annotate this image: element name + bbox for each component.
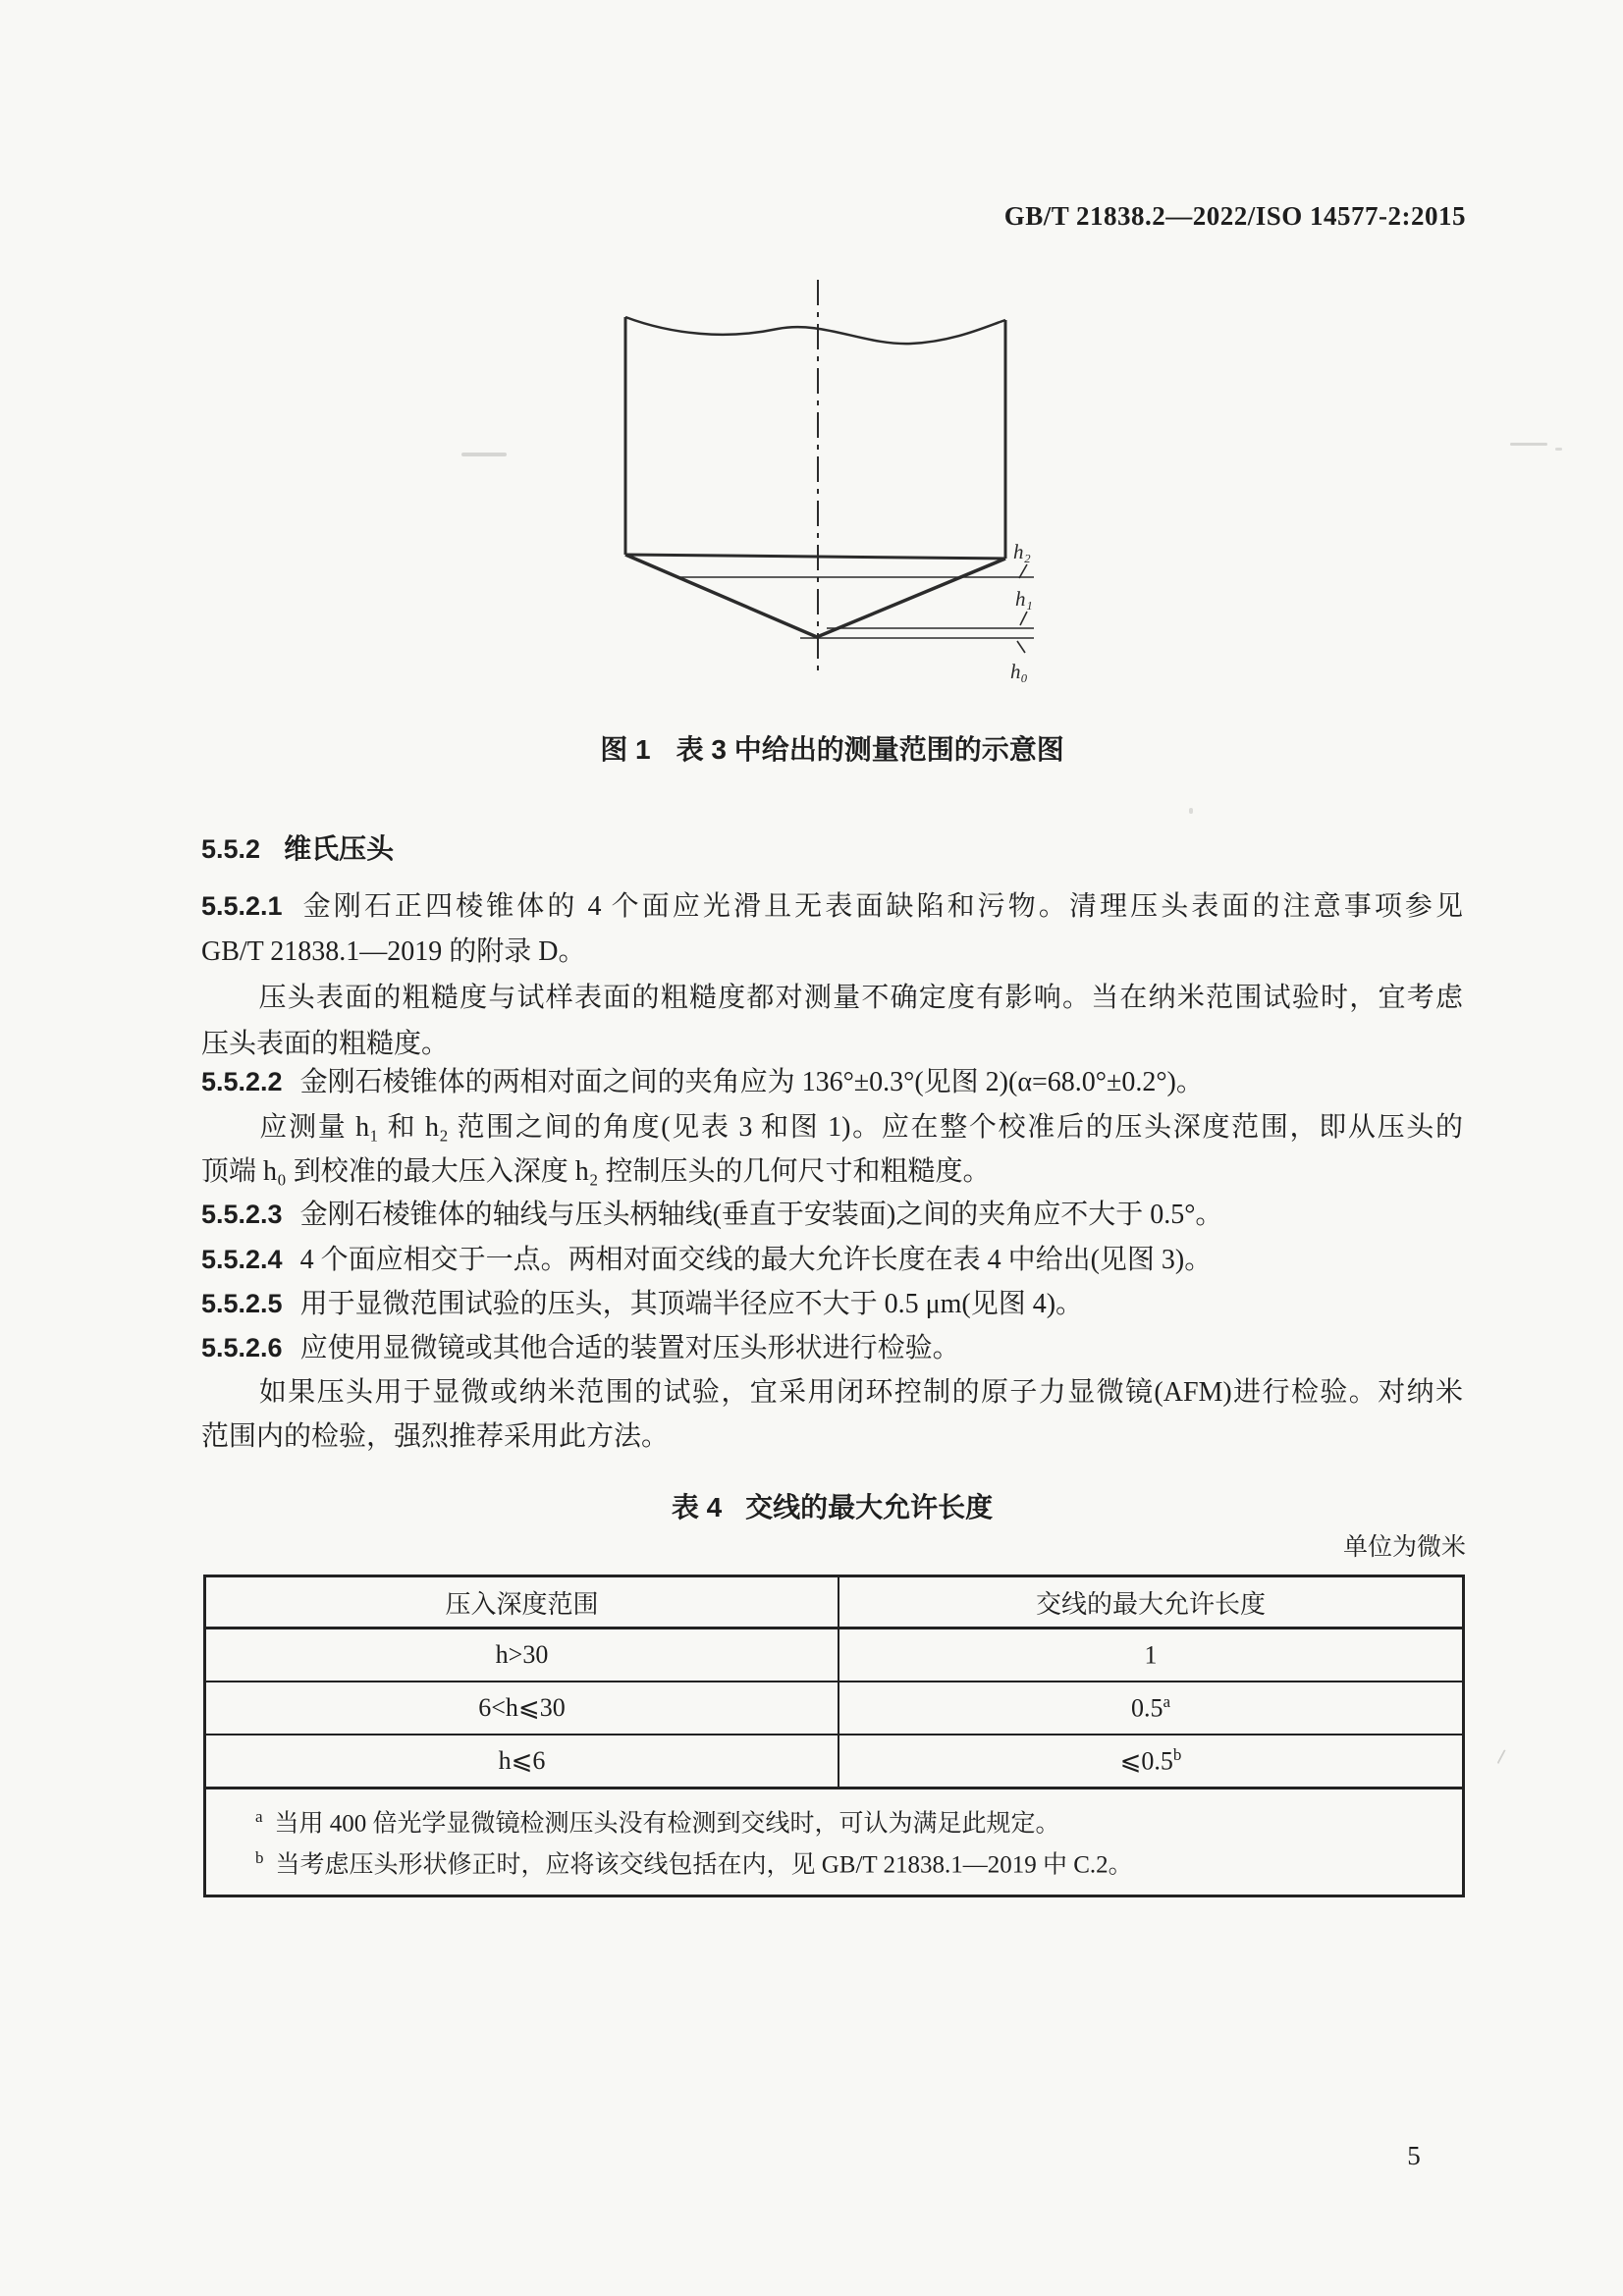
clause-text: 金刚石正四棱锥体的 4 个面应光滑且无表面缺陷和污物。清理压头表面的注意事项参见 <box>299 891 1463 922</box>
clause-text: 顶端 h₀ 到校准的最大压入深度 h₂ 控制压头的几何尺寸和粗糙度。 <box>201 1156 991 1187</box>
column-header-max-length: 交线的最大允许长度 <box>839 1576 1464 1629</box>
figure-h2-label: h₂ <box>1013 540 1031 563</box>
body-line <box>201 1104 1463 1149</box>
body-line <box>201 1325 1463 1370</box>
clause-text: 用于显微范围试验的压头，其顶端半径应不大于 0.5 μm(见图 4)。 <box>299 1289 1084 1319</box>
scan-artifact <box>1496 1749 1507 1765</box>
scan-artifact <box>1555 448 1562 451</box>
table-4 <box>203 1575 1465 1897</box>
standard-code-header: GB/T 21838.2—2022/ISO 14577-2:2015 <box>1003 201 1466 231</box>
section-heading-number: 5.5.2 <box>201 834 261 864</box>
clause-number: 5.5.2.3 <box>201 1200 283 1229</box>
clause-number: 5.5.2.2 <box>201 1067 283 1096</box>
figure-h2-tick <box>1019 564 1027 578</box>
clause-text: 范围内的检验，强烈推荐采用此方法。 <box>201 1421 670 1452</box>
footnote-b <box>255 1841 1442 1882</box>
figure-caption <box>201 730 1463 770</box>
body-line <box>201 975 1463 1020</box>
section-heading <box>201 827 1463 872</box>
figure-h1-tick <box>1020 612 1027 625</box>
clause-text: 压头表面的粗糙度。 <box>201 1029 450 1059</box>
clause-text: GB/T 21838.1—2019 的附录 D。 <box>201 936 586 967</box>
table-footnotes <box>205 1789 1464 1896</box>
cell-value: 1 <box>1144 1640 1158 1670</box>
table-row <box>205 1682 1464 1735</box>
table-title-label: 表 4 <box>671 1492 723 1522</box>
table-footnote-row <box>205 1789 1464 1896</box>
cell-value: 0.5 <box>1130 1693 1163 1723</box>
table-header-row <box>205 1576 1464 1629</box>
scan-artifact <box>1510 443 1547 446</box>
figure-h0-label: h₀ <box>1010 660 1028 683</box>
clause-number: 5.5.2.5 <box>201 1289 283 1318</box>
cell-depth-range: h>30 <box>205 1629 839 1682</box>
cell-depth-range: h⩽6 <box>205 1735 839 1789</box>
figure-caption-text: 表 3 中给出的测量范围的示意图 <box>676 734 1064 765</box>
body-line <box>201 1281 1463 1326</box>
clause-text: 4 个面应相交于一点。两相对面交线的最大允许长度在表 4 中给出(见图 3)。 <box>299 1245 1213 1275</box>
body-line <box>201 1237 1463 1282</box>
body-line <box>201 1369 1463 1415</box>
figure-wavy-top-edge <box>625 317 1005 344</box>
table-title-text: 交线的最大允许长度 <box>745 1492 994 1522</box>
figure-indenter-diagram <box>569 260 1080 697</box>
footnote-text: 当考虑压头形状修正时，应将该交线包括在内，见 GB/T 21838.1—2019 中 C.2。 <box>275 1851 1133 1879</box>
figure-caption-label: 图 1 <box>600 734 651 765</box>
figure-indenter-tip <box>625 555 1005 637</box>
figure-h1-label: h₁ <box>1015 587 1033 611</box>
cell-depth-range: 6<h⩽30 <box>205 1682 839 1735</box>
clause-text: 应测量 h₁ 和 h₂ 范围之间的角度(见表 3 和图 1)。应在整个校准后的压头深度范围，即从压头的 <box>201 1112 1463 1143</box>
clause-number: 5.5.2.1 <box>201 891 283 921</box>
clause-text: 压头表面的粗糙度与试样表面的粗糙度都对测量不确定度有影响。当在纳米范围试验时，宜考虑 <box>201 983 1463 1013</box>
cell-footnote-ref: a <box>1163 1692 1171 1712</box>
section-heading-title: 维氏压头 <box>284 833 395 864</box>
clause-number: 5.5.2.6 <box>201 1333 283 1362</box>
cell-footnote-ref: b <box>1172 1745 1182 1765</box>
clause-text: 如果压头用于显微或纳米范围的试验，宜采用闭环控制的原子力显微镜(AFM)进行检验。对纳米 <box>201 1377 1463 1408</box>
clause-text: 金刚石棱锥体的轴线与压头柄轴线(垂直于安装面)之间的夹角应不大于 0.5°。 <box>299 1200 1223 1230</box>
body-line <box>201 1059 1463 1104</box>
cell-max-length <box>839 1735 1464 1789</box>
cell-value: ⩽0.5 <box>1119 1746 1173 1776</box>
scan-artifact <box>1189 808 1193 814</box>
table-unit-note: 单位为微米 <box>1342 1534 1466 1561</box>
body-line <box>201 1414 1463 1459</box>
clause-text: 应使用显微镜或其他合适的装置对压头形状进行检验。 <box>299 1333 960 1363</box>
table-row <box>205 1735 1464 1789</box>
figure-h0-tick <box>1017 641 1025 653</box>
table-title <box>201 1488 1463 1527</box>
scan-artifact <box>461 453 507 456</box>
footnote-marker: b <box>255 1848 264 1868</box>
table-row <box>205 1629 1464 1682</box>
footnote-marker: a <box>255 1807 263 1826</box>
body-line <box>201 929 1463 974</box>
page-number: 5 <box>1407 2141 1421 2170</box>
footnote-a <box>255 1799 1442 1841</box>
body-line <box>201 1192 1463 1237</box>
cell-max-length <box>839 1629 1464 1682</box>
clause-number: 5.5.2.4 <box>201 1245 283 1274</box>
body-line <box>201 883 1463 929</box>
footnote-text: 当用 400 倍光学显微镜检测压头没有检测到交线时，可认为满足此规定。 <box>274 1810 1060 1838</box>
body-line <box>201 1148 1463 1194</box>
column-header-depth-range: 压入深度范围 <box>205 1576 839 1629</box>
figure-bottom-edge <box>625 555 1005 559</box>
clause-text: 金刚石棱锥体的两相对面之间的夹角应为 136°±0.3°(见图 2)(α=68.0°±0.2°)。 <box>299 1067 1204 1097</box>
cell-max-length <box>839 1682 1464 1735</box>
